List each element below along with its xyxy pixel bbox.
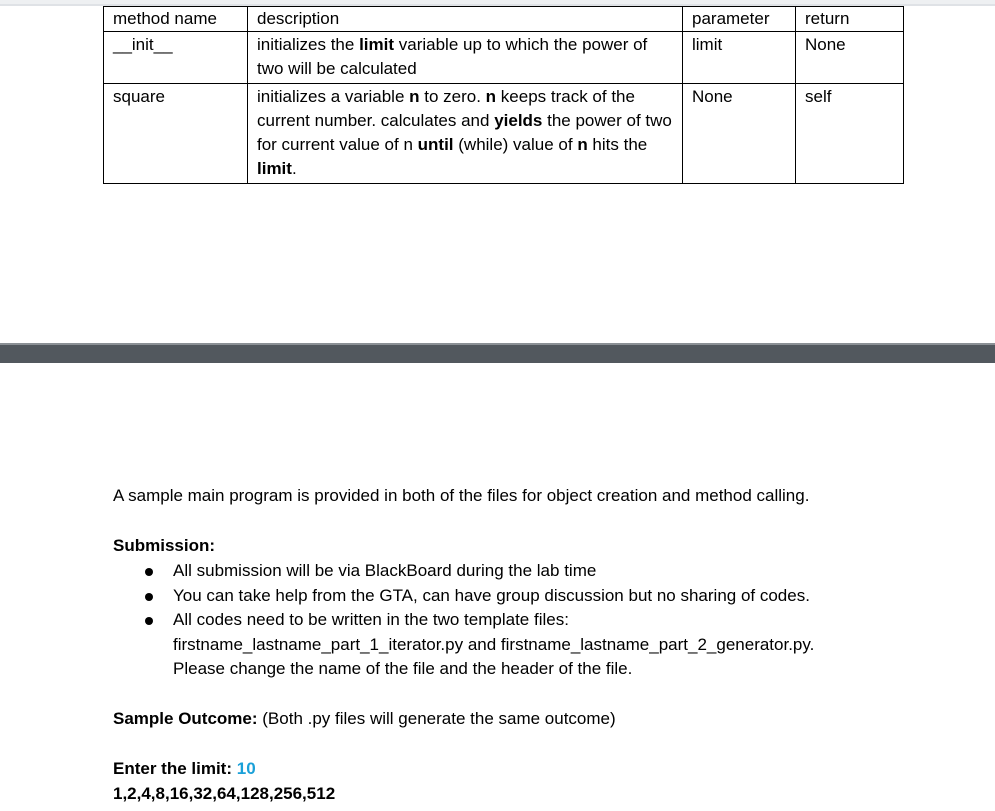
header-description: description [248, 7, 683, 32]
parameter-cell: limit [683, 32, 796, 84]
list-item: You can take help from the GTA, can have group discussion but no sharing of codes. [113, 584, 913, 609]
submission-list [113, 559, 913, 682]
bullet-icon [145, 593, 153, 601]
header-return: return [796, 7, 904, 32]
parameter-cell: None [683, 84, 796, 184]
page-separator [0, 345, 995, 363]
sample-outcome-note: (Both .py files will generate the same outcome) [257, 709, 616, 728]
header-parameter: parameter [683, 7, 796, 32]
list-item: All codes need to be written in the two template files: firstname_lastname_part_1_iterator.py and firstname_lastname_part_2_generator.py. Please change the name of the file and the header of the file. [113, 608, 913, 682]
intro-text: A sample main program is provided in both of the files for object creation and method calling. [113, 486, 810, 505]
sample-outcome-label: Sample Outcome: [113, 709, 258, 728]
return-cell: None [796, 32, 904, 84]
method-name-cell: __init__ [104, 32, 248, 84]
table-header-row [104, 7, 904, 32]
table-row [104, 32, 904, 84]
bullet-icon [145, 617, 153, 625]
header-method-name: method name [104, 7, 248, 32]
limit-prompt-line [113, 757, 256, 781]
list-item: All submission will be via BlackBoard during the lab time [113, 559, 913, 584]
bullet-icon [145, 568, 153, 576]
limit-value: 10 [236, 759, 256, 778]
sample-outcome-line [113, 707, 616, 731]
submission-heading: Submission: [113, 536, 216, 555]
output-series: 1,2,4,8,16,32,64,128,256,512 [113, 784, 336, 803]
method-name-cell: square [104, 84, 248, 184]
limit-prompt: Enter the limit: [113, 759, 237, 778]
description-cell: initializes the limit variable up to which the power of two will be calculated [248, 32, 683, 84]
methods-table [103, 6, 904, 184]
description-cell: initializes a variable n to zero. n keeps track of the current number. calculates and yields the power of two for current value of n until (while) value of n hits the limit. [248, 84, 683, 184]
return-cell: self [796, 84, 904, 184]
table-row [104, 84, 904, 184]
